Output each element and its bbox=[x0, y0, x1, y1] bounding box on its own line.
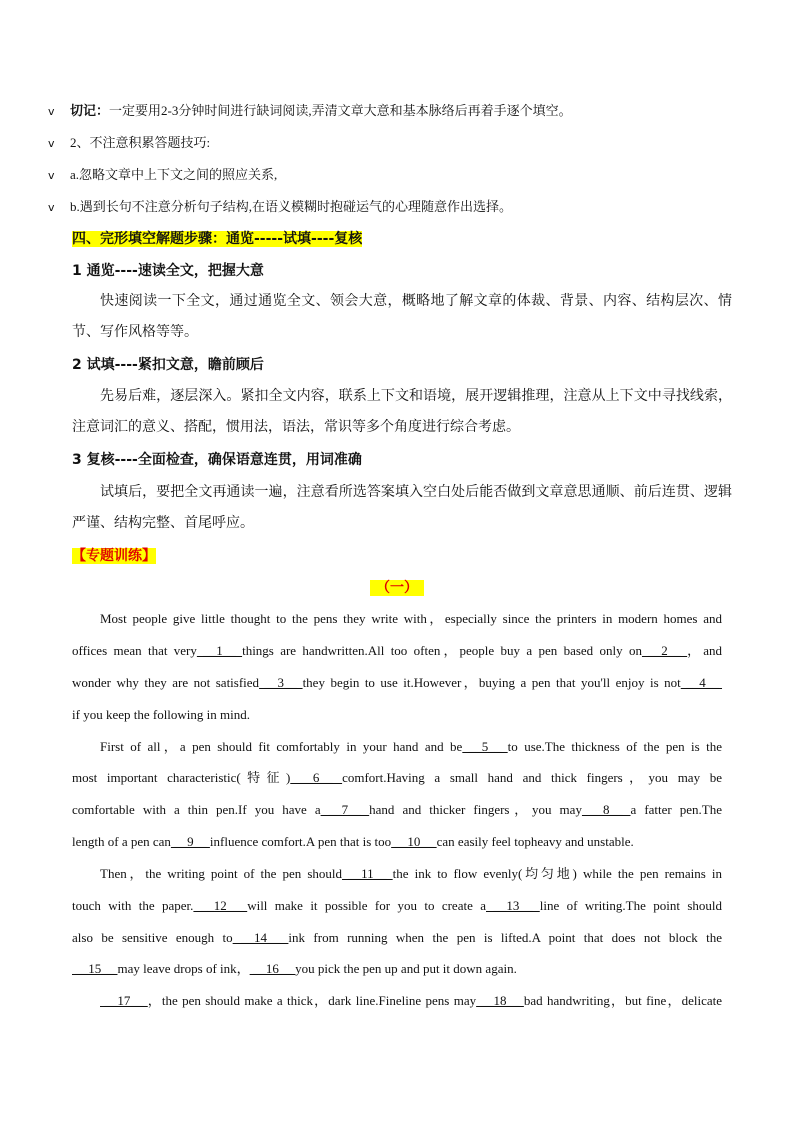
step2-body: 先易后难，逐层深入。紧扣全文内容，联系上下文和语境，展开逻辑推理，注意从上下文中寻找线索，注意词汇的意义、搭配，惯用法，语法，常识等多个角度进行综合考虑。 bbox=[72, 388, 732, 435]
blank-3[interactable]: __3__ bbox=[259, 675, 303, 690]
passage-text: comfortable with a thin pen.If you have a bbox=[72, 802, 321, 817]
passage-text: a fatter pen.The bbox=[630, 802, 722, 817]
passage-line-7 bbox=[72, 794, 722, 826]
passage-line-2 bbox=[72, 635, 722, 667]
bullet-line-4 bbox=[48, 198, 512, 217]
blank-4[interactable]: __4__ bbox=[680, 675, 723, 690]
blank-2[interactable]: __2__ bbox=[641, 643, 688, 658]
passage-text: Then，the writing point of the pen should bbox=[100, 866, 343, 881]
steps-heading bbox=[72, 224, 732, 255]
bullet-mark: v bbox=[48, 201, 55, 214]
bullet-text: 一定要用2-3分钟时间进行缺词阅读,弄清文章大意和基本脉络后再着手逐个填空。 bbox=[109, 103, 572, 118]
blank-12[interactable]: __12__ bbox=[193, 898, 248, 913]
training-label-text: 【专题训练】 bbox=[72, 548, 156, 564]
passage-line-6 bbox=[72, 762, 722, 794]
blank-15[interactable]: __15__ bbox=[72, 961, 118, 976]
step2-title: 2 试填----紧扣文意，瞻前顾后 bbox=[72, 357, 264, 373]
bullet-mark: v bbox=[48, 105, 55, 118]
passage-text: they begin to use it.However，buying a pen that you'll enjoy is not bbox=[302, 675, 681, 690]
blank-7[interactable]: __7__ bbox=[320, 802, 370, 817]
bullet-line-2 bbox=[48, 134, 210, 153]
bullet-mark: v bbox=[48, 169, 55, 182]
passage-text: can easily feel topheavy and unstable. bbox=[436, 834, 634, 849]
section-number-text: （一） bbox=[370, 580, 424, 596]
blank-9[interactable]: __9__ bbox=[170, 834, 210, 849]
training-label bbox=[72, 541, 732, 572]
passage-text: First of all，a pen should fit comfortably in your hand and be bbox=[100, 739, 463, 754]
bullet-bold-label: 切记： bbox=[70, 103, 110, 118]
blank-11[interactable]: __11__ bbox=[342, 866, 393, 881]
passage-line-3 bbox=[72, 667, 722, 699]
passage-text: ，the pen should make a thick，dark line.Fineline pens may bbox=[147, 993, 477, 1008]
bullet-line-3 bbox=[48, 166, 277, 185]
passage-text: the ink to flow evenly(均匀地) while the pen remains in bbox=[392, 866, 722, 881]
passage-text: if you keep the following in mind. bbox=[72, 707, 251, 722]
blank-5[interactable]: __5__ bbox=[462, 739, 508, 754]
section-number bbox=[0, 578, 794, 599]
passage-text: comfort.Having a small hand and thick fingers，you may be bbox=[342, 770, 722, 785]
passage-text: things are handwritten.All too often，people buy a pen based only on bbox=[242, 643, 642, 658]
step3-title: 3 复核----全面检查，确保语意连贯，用词准确 bbox=[72, 452, 362, 468]
passage-text: ，and bbox=[687, 643, 722, 658]
passage-text: also be sensitive enough to bbox=[72, 930, 233, 945]
passage-text: touch with the paper. bbox=[72, 898, 194, 913]
step3-body: 试填后，要把全文再通读一遍，注意看所选答案填入空白处后能否做到文章意思通顺、前后连贯、逻辑严谨、结构完整、首尾呼应。 bbox=[72, 484, 732, 531]
passage-line-8 bbox=[72, 826, 722, 858]
passage-text: to use.The thickness of the pen is the bbox=[507, 739, 722, 754]
blank-8[interactable]: __8__ bbox=[581, 802, 631, 817]
passage-text: most important characteristic(特征) bbox=[72, 770, 291, 785]
step1-title: 1 通览----速读全文，把握大意 bbox=[72, 263, 264, 279]
passage-text: wonder why they are not satisfied bbox=[72, 675, 260, 690]
passage-line-4 bbox=[72, 699, 722, 731]
blank-16[interactable]: __16__ bbox=[249, 961, 296, 976]
bullet-mark: v bbox=[48, 137, 55, 150]
passage-text: line of writing.The point should bbox=[539, 898, 723, 913]
blank-18[interactable]: __18__ bbox=[476, 993, 524, 1008]
bullet-text: b.遇到长句不注意分析句子结构,在语义模糊时抱碰运气的心理随意作出选择。 bbox=[70, 199, 513, 214]
steps-heading-text: 四、完形填空解题步骤：通览-----试填----复核 bbox=[72, 231, 363, 247]
passage-text: you pick the pen up and put it down again. bbox=[295, 961, 517, 976]
passage-text: bad handwriting，but fine，delicate bbox=[523, 993, 722, 1008]
passage-line-13 bbox=[72, 985, 722, 1017]
blank-13[interactable]: __13__ bbox=[486, 898, 540, 913]
blank-10[interactable]: __10__ bbox=[391, 834, 437, 849]
passage-text: will make it possible for you to create a bbox=[247, 898, 486, 913]
blank-14[interactable]: __14__ bbox=[232, 930, 289, 945]
blank-1[interactable]: __1__ bbox=[196, 643, 243, 658]
bullet-text: 2、不注意积累答题技巧: bbox=[70, 135, 211, 150]
passage-line-12 bbox=[72, 953, 722, 985]
passage-text: ink from running when the pen is lifted.A point that does not block the bbox=[288, 930, 723, 945]
passage-text: influence comfort.A pen that is too bbox=[209, 834, 392, 849]
passage-line-1 bbox=[72, 603, 722, 635]
passage-line-10 bbox=[72, 890, 722, 922]
passage-text: hand and thicker fingers，you may bbox=[369, 802, 582, 817]
step1-body: 快速阅读一下全文，通过通览全文、领会大意，概略地了解文章的体裁、背景、内容、结构层次、情节、写作风格等等。 bbox=[72, 293, 732, 340]
passage-line-5 bbox=[72, 731, 722, 763]
bullet-line-1 bbox=[48, 102, 572, 121]
passage-line-11 bbox=[72, 922, 722, 954]
passage-text: may leave drops of ink， bbox=[117, 961, 250, 976]
bullet-text: a.忽略文章中上下文之间的照应关系, bbox=[70, 167, 278, 182]
passage-text: offices mean that very bbox=[72, 643, 197, 658]
passage-text: length of a pen can bbox=[72, 834, 171, 849]
passage-line-9 bbox=[72, 858, 722, 890]
blank-17[interactable]: __17__ bbox=[100, 993, 148, 1008]
blank-6[interactable]: __6__ bbox=[290, 770, 343, 785]
passage-text: Most people give little thought to the pens they write with，especially since the printers in modern homes and bbox=[100, 611, 722, 626]
